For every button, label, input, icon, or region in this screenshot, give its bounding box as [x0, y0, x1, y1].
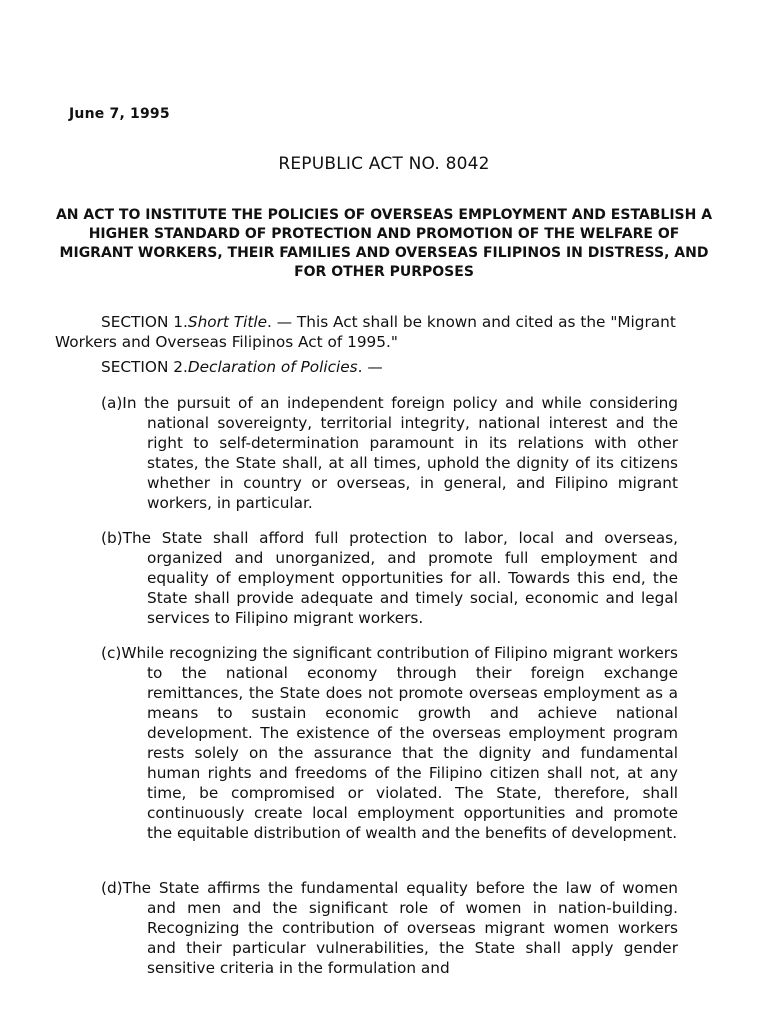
paragraph-c: (c)While recognizing the significant contribution of Filipino migrant workers to the national economy through their foreign exchange remittances, the State does not promote overseas employment as a means to sustain economic growth and achieve national development. The existence of the overseas employment program rests solely on the assurance that the dignity and fundamental human rights and freedoms of the Filipino citizen shall not, at any time, be compromised or violated. The State, therefore, shall continuously create local employment opportunities and promote the equitable distribution of wealth and the benefits of development. [101, 644, 678, 842]
section-1-heading: Short Title [187, 313, 268, 331]
section-2 [55, 357, 715, 377]
section-2-heading: Declaration of Policies [187, 358, 358, 376]
act-title: AN ACT TO INSTITUTE THE POLICIES OF OVERSEAS EMPLOYMENT AND ESTABLISH A HIGHER STANDARD OF PROTECTION AND PROMOTION OF THE WELFARE OF MIGRANT WORKERS, THEIR FAMILIES AND OVERSEAS FILIPINOS IN DISTRESS, AND FOR OTHER PURPOSES [55, 207, 713, 280]
section-2-label: SECTION 2. [101, 358, 188, 376]
paragraph-b: (b)The State shall afford full protection to labor, local and overseas, organized and unorganized, and promote full employment and equality of employment opportunities for all. Towards this end, the State shall provide adequate and timely social, economic and legal services to Filipino migrant workers. [101, 529, 678, 627]
act-number: REPUBLIC ACT NO. 8042 [278, 154, 490, 174]
paragraph-d: (d)The State affirms the fundamental equality before the law of women and men and the significant role of women in nation-building. Recognizing the contribution of overseas migrant women workers and their particular vulnerabilities, the State shall apply gender sensitive criteria in the formulation and [101, 879, 678, 977]
document-date: June 7, 1995 [69, 106, 170, 122]
section-2-text: . — [357, 358, 383, 376]
section-1 [55, 312, 715, 352]
section-1-label: SECTION 1. [101, 313, 188, 331]
paragraph-a: (a)In the pursuit of an independent foreign policy and while considering national sovereignty, territorial integrity, national interest and the right to self-determination paramount in its relations with other states, the State shall, at all times, uphold the dignity of its citizens whether in country or overseas, in general, and Filipino migrant workers, in particular. [101, 394, 678, 512]
section-1-text: . — This Act shall be known and cited as the "Migrant Workers and Overseas Filipinos Act of 1995." [55, 313, 676, 351]
